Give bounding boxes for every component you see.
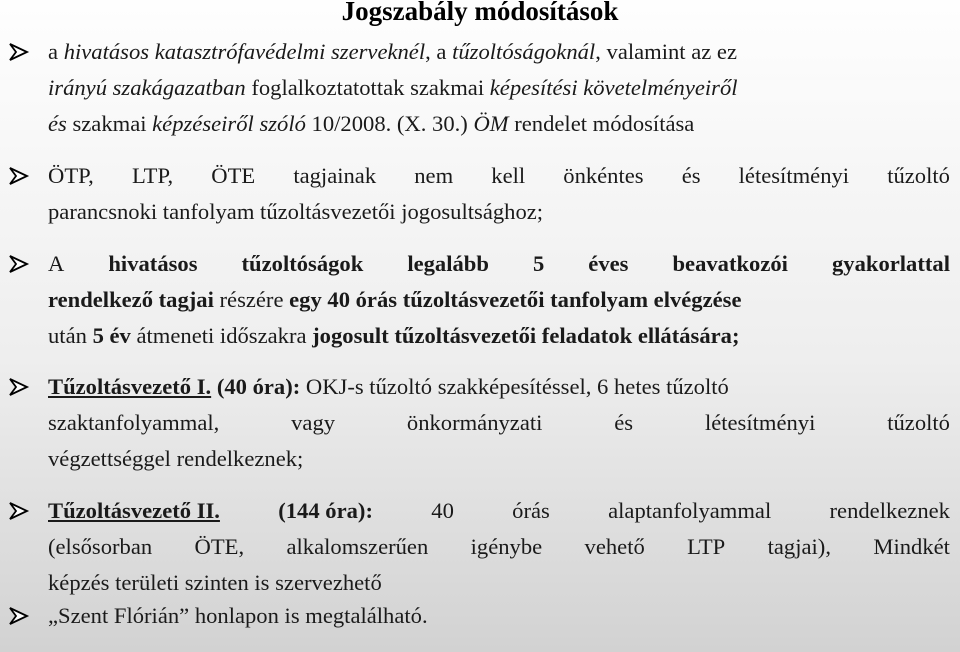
text-line: szaktanfolyammal, vagy önkormányzati és létesítményi tűzoltó — [48, 410, 950, 435]
text-line: a hivatásos katasztrófavédelmi szerveknél, a tűzoltóságoknál, valamint az ez — [48, 39, 737, 64]
bullet-2-text — [48, 158, 950, 230]
slide-title: Jogszabály módosítások — [341, 0, 619, 26]
text-line: ÖTP, LTP, ÖTE tagjainak nem kell önkéntes és létesítményi tűzoltó — [48, 163, 950, 188]
text-line: végzettséggel rendelkeznek; — [48, 446, 304, 471]
arrow-bullet-icon — [8, 166, 30, 186]
bullet-6-text — [48, 598, 950, 634]
bullet-5-text — [48, 493, 950, 601]
arrow-bullet-icon — [8, 606, 30, 626]
text-line: (elsősorban ÖTE, alkalomszerűen igénybe vehető LTP tagjai), Mindkét — [48, 534, 950, 559]
arrow-bullet-icon — [8, 377, 30, 397]
text-line: „Szent Flórián” honlapon is megtalálható. — [48, 603, 428, 628]
text-line: rendelkező tagjai részére egy 40 órás tűzoltásvezetői tanfolyam elvégzése — [48, 287, 742, 312]
text-line: után 5 év átmeneti időszakra jogosult tűzoltásvezetői feladatok ellátására; — [48, 323, 740, 348]
bullet-1-text — [48, 34, 950, 142]
text-line: irányú szakágazatban foglalkoztatottak szakmai képesítési követelményeiről — [48, 75, 738, 100]
text-line: Tűzoltásvezető I. (40 óra): OKJ-s tűzoltó szakképesítéssel, 6 hetes tűzoltó — [48, 374, 729, 399]
bullet-3-text — [48, 246, 950, 354]
text-line: A hivatásos tűzoltóságok legalább 5 éves beavatkozói gyakorlattal — [48, 251, 950, 276]
text-line: és szakmai képzéseiről szóló 10/2008. (X. 30.) ÖM rendelet módosítása — [48, 111, 695, 136]
bullet-4-text — [48, 369, 950, 477]
arrow-bullet-icon — [8, 42, 30, 62]
text-line: képzés területi szinten is szervezhető — [48, 570, 382, 595]
arrow-bullet-icon — [8, 254, 30, 274]
text-line: parancsnoki tanfolyam tűzoltásvezetői jogosultsághoz; — [48, 199, 544, 224]
text-line: Tűzoltásvezető II. (144 óra): 40 órás alaptanfolyammal rendelkeznek — [48, 498, 950, 523]
arrow-bullet-icon — [8, 501, 30, 521]
